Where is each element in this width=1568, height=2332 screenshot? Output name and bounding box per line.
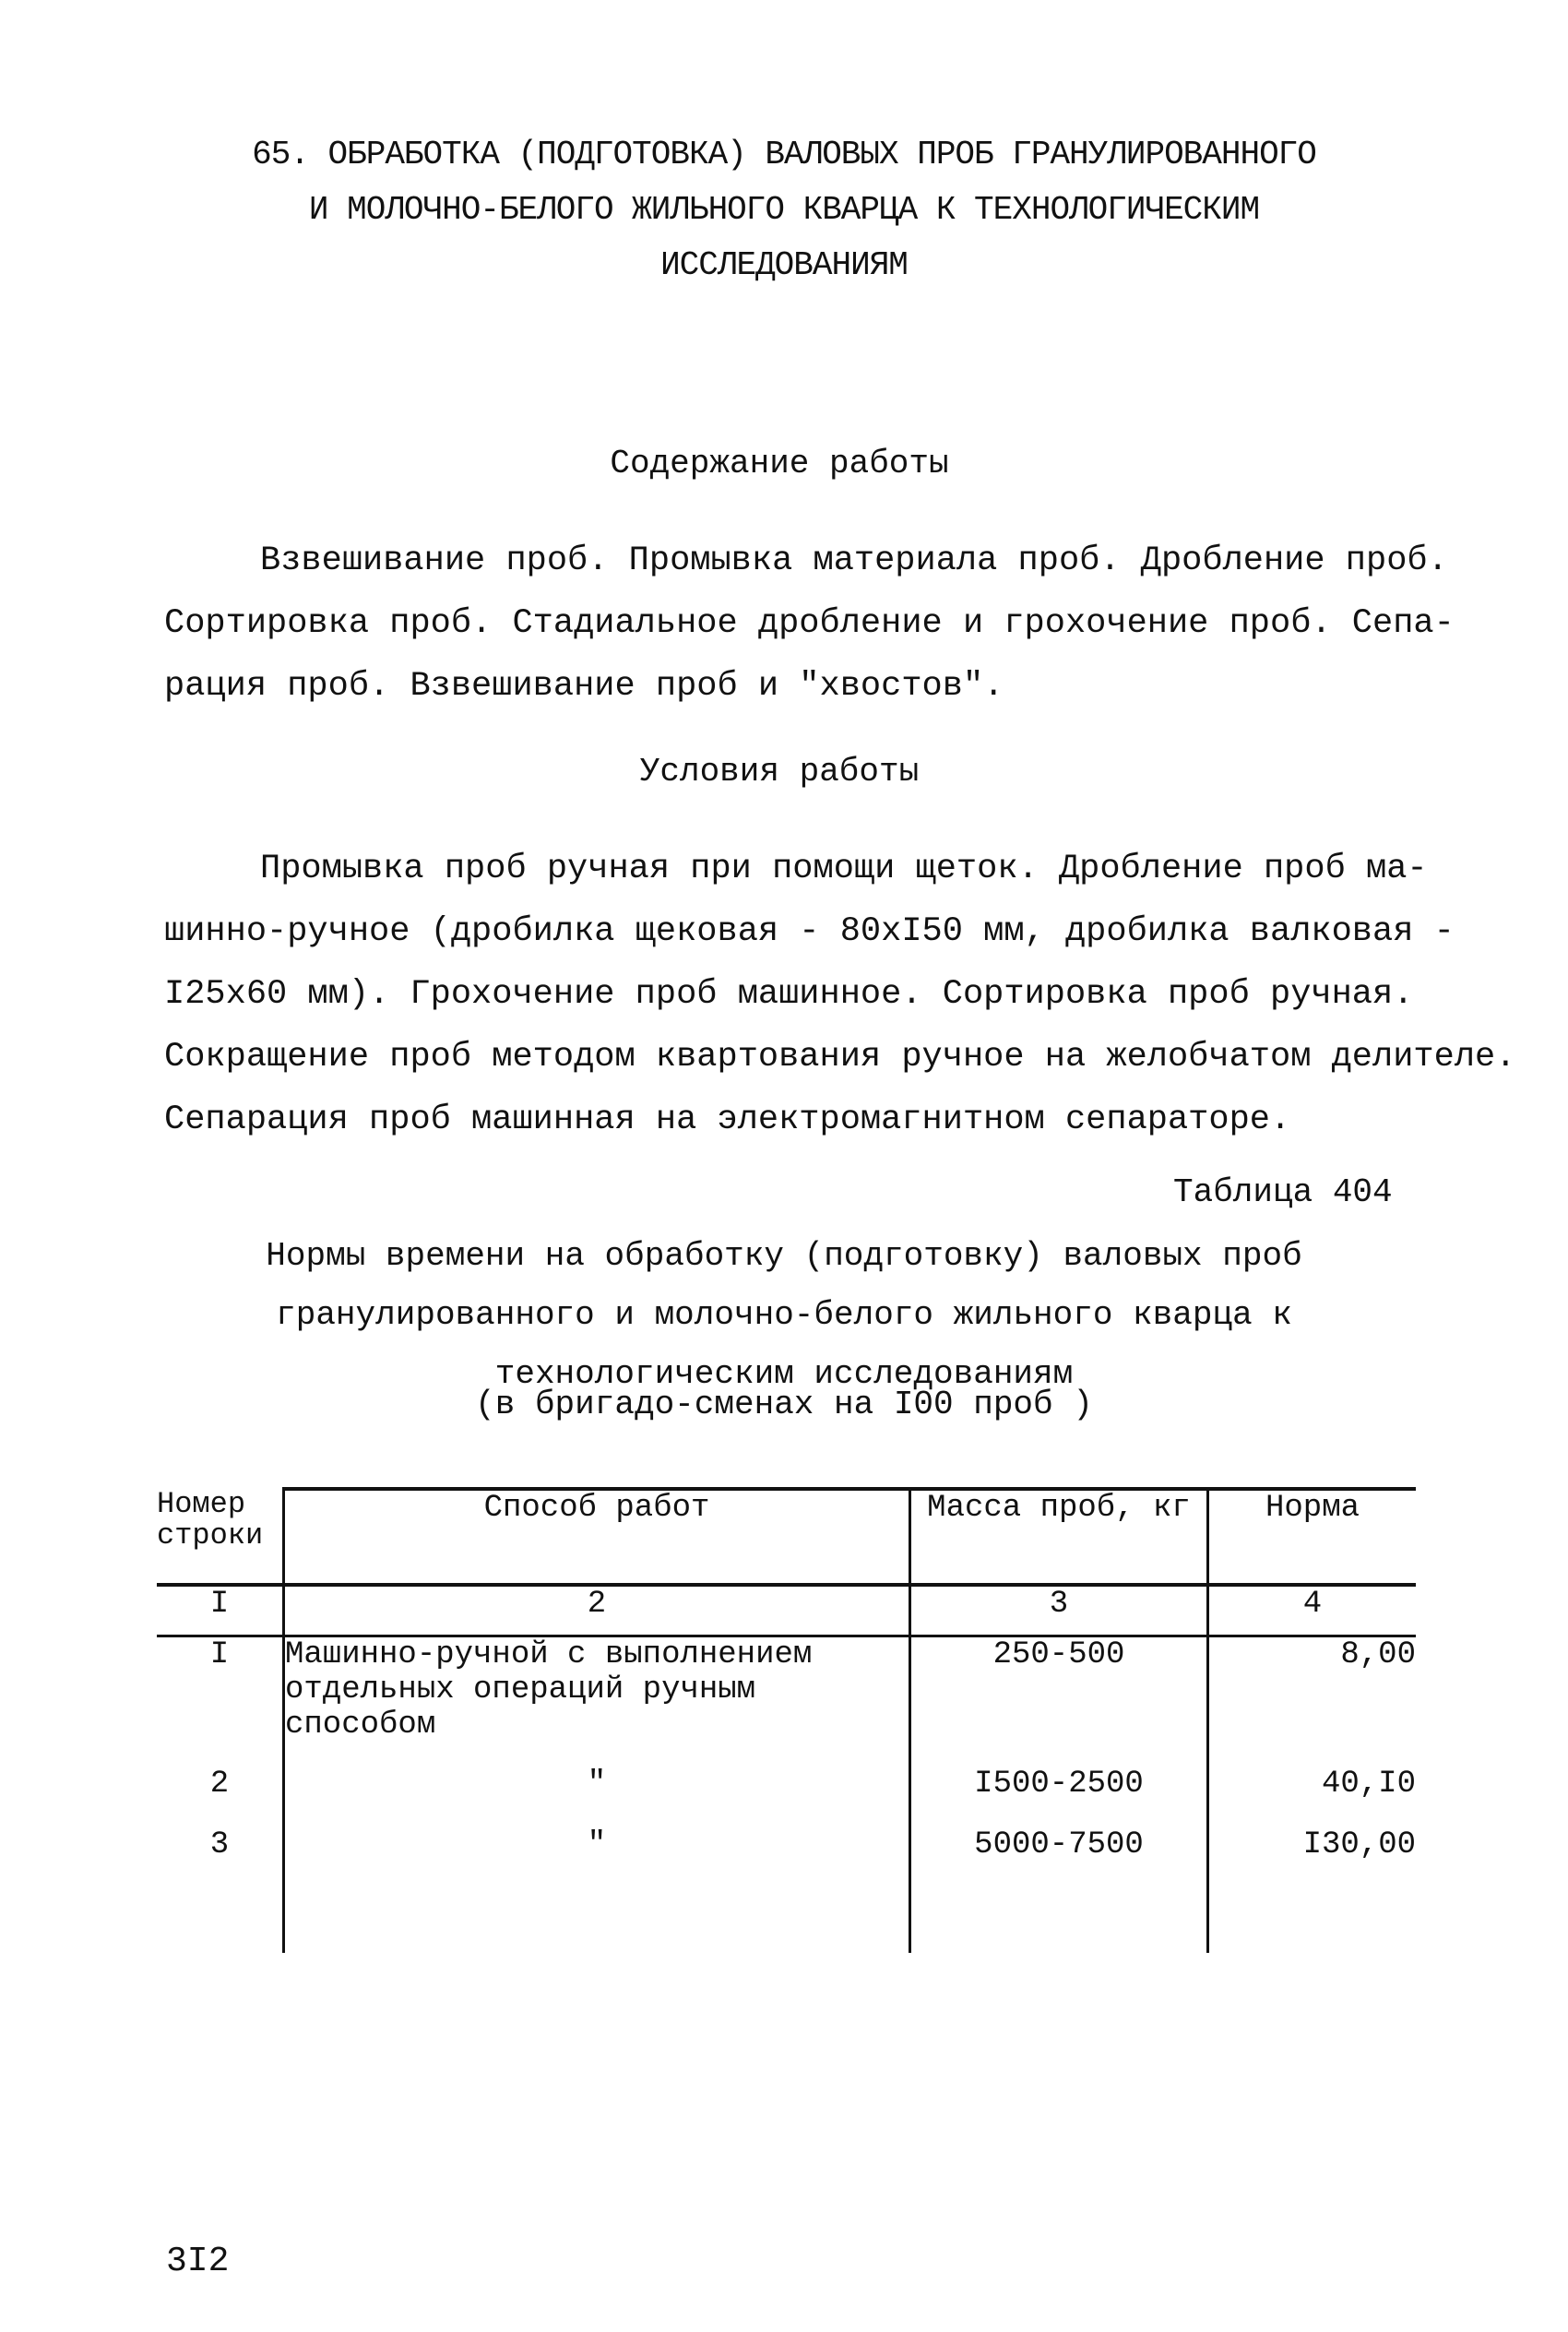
header-method: Способ работ xyxy=(284,1489,910,1585)
conditions-paragraph xyxy=(164,838,1516,1151)
section-title xyxy=(166,127,1402,293)
page-number: 3I2 xyxy=(166,2242,230,2281)
header-norm: Норма xyxy=(1208,1489,1417,1585)
row-method: " xyxy=(284,1827,910,1888)
header-row-number-line-2: строки xyxy=(157,1518,264,1553)
content-line: рация проб. Взвешивание проб и "хвостов". xyxy=(164,667,1004,706)
row-mass: I500-2500 xyxy=(910,1767,1208,1827)
column-number: 4 xyxy=(1208,1585,1417,1636)
row-norm: I30,00 xyxy=(1302,1827,1416,1862)
conditions-line: шинно-ручное (дробилка щековая - 80хI50 мм, дробилка валковая - xyxy=(164,912,1455,951)
column-number-row xyxy=(157,1585,1416,1636)
row-method-line: отдельных операций ручным xyxy=(285,1672,756,1707)
content-heading: Содержание работы xyxy=(610,445,949,482)
conditions-line: Сепарация проб машинная на электромагнитном сепараторе. xyxy=(164,1101,1291,1139)
table-cell-empty xyxy=(910,1888,1208,1953)
conditions-line: Промывка проб ручная при помощи щеток. Дробление проб ма- xyxy=(260,850,1428,888)
table-title-line-1: Нормы времени на обработку (подготовку) валовых проб xyxy=(266,1237,1302,1275)
table-row xyxy=(157,1767,1416,1827)
table-header-row xyxy=(157,1489,1416,1585)
norms-table xyxy=(157,1487,1416,1953)
row-norm: 8,00 xyxy=(1340,1637,1416,1672)
header-row-number xyxy=(157,1489,284,1585)
row-number: I xyxy=(157,1636,284,1767)
row-method: " xyxy=(284,1767,910,1827)
section-title-line-1: 65. ОБРАБОТКА (ПОДГОТОВКА) ВАЛОВЫХ ПРОБ ГРАНУЛИРОВАННОГО xyxy=(252,136,1316,173)
conditions-line: Сокращение проб методом квартования ручное на желобчатом делителе. xyxy=(164,1038,1516,1077)
header-mass: Масса проб, кг xyxy=(910,1489,1208,1585)
row-number: 2 xyxy=(157,1767,284,1827)
header-row-number-line-1: Номер xyxy=(157,1487,246,1521)
section-title-line-2: И МОЛОЧНО-БЕЛОГО ЖИЛЬНОГО КВАРЦА К ТЕХНОЛОГИЧЕСКИМ xyxy=(308,191,1260,229)
content-line: Взвешивание проб. Промывка материала проб. Дробление проб. xyxy=(260,541,1448,580)
conditions-line: I25х60 мм). Грохочение проб машинное. Сортировка проб ручная. xyxy=(164,975,1414,1014)
row-method xyxy=(284,1636,910,1767)
table-cell-empty xyxy=(1208,1888,1417,1953)
row-number: 3 xyxy=(157,1827,284,1888)
row-method-line: Машинно-ручной с выполнением xyxy=(285,1637,813,1672)
content-paragraph xyxy=(164,529,1455,718)
row-mass: 5000-7500 xyxy=(910,1827,1208,1888)
content-line: Сортировка проб. Стадиальное дробление и грохочение проб. Сепа- xyxy=(164,604,1455,643)
conditions-heading: Условия работы xyxy=(639,753,920,791)
column-number: I xyxy=(157,1585,284,1636)
table-row-tail xyxy=(157,1888,1416,1953)
table-units: (в бригадо-сменах на I00 проб ) xyxy=(475,1386,1093,1423)
section-title-line-3: ИССЛЕДОВАНИЯМ xyxy=(660,246,908,284)
table-cell-empty xyxy=(157,1888,284,1953)
table-cell-empty xyxy=(284,1888,910,1953)
column-number: 3 xyxy=(910,1585,1208,1636)
table-row xyxy=(157,1827,1416,1888)
table-number: Таблица 404 xyxy=(1173,1173,1393,1211)
row-norm: 40,I0 xyxy=(1321,1767,1416,1802)
table-title-line-3: технологическим исследованиям xyxy=(494,1355,1074,1393)
row-method-line: способом xyxy=(285,1707,436,1743)
row-mass: 250-500 xyxy=(910,1636,1208,1767)
table-title-line-2: гранулированного и молочно-белого жильного кварца к xyxy=(276,1296,1292,1334)
column-number: 2 xyxy=(284,1585,910,1636)
table-row xyxy=(157,1636,1416,1767)
table-title xyxy=(0,1227,1568,1404)
